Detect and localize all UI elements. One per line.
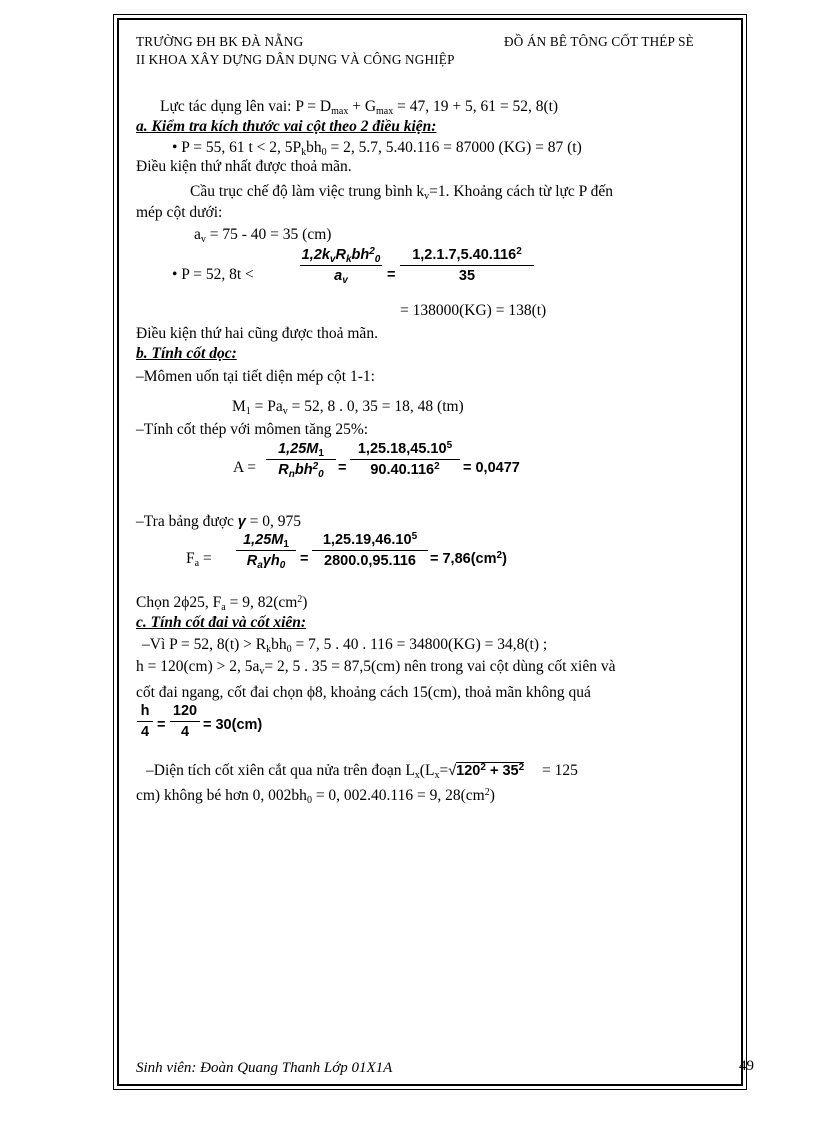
fraction-condition-2-symbolic: $1,2k_vR_kbh^2_0$ $a_v$ — [301, 246, 381, 286]
page-number: 49 — [739, 1058, 754, 1074]
header-project: ĐỒ ÁN BÊ TÔNG CỐT THÉP SÈ — [504, 34, 694, 49]
gamma-lookup: –Tra bảng được γ = 0, 975 — [136, 513, 302, 530]
column-edge-text: mép cột dưới: — [136, 204, 223, 221]
condition-2-result: = 138000(KG) = 138(t) — [400, 302, 547, 319]
equals-sign: = — [387, 267, 396, 283]
condition-2-satisfied: Điều kiện thứ hai cũng được thoả mãn. — [136, 325, 378, 342]
a-label: A = — [233, 459, 256, 476]
fa-result: = $7,86(cm^2)$ — [430, 550, 507, 567]
increased-moment-text: –Tính cốt thép với mômen tăng 25%: — [136, 421, 369, 438]
fraction-a-symbolic: $1,25M_1$ $R_nbh^2_0$ — [266, 441, 336, 478]
height-check: h = 120(cm) > 2, $5a_v= 2$, 5 . 35 = 87,5(cm) nên trong vai cột dùng cốt xiên và — [136, 658, 616, 677]
sqrt-expression: $√120^2 + 35^2$ — [448, 762, 525, 779]
force-on-bracket: Lực tác dụng lên vai: $P = D_{max} + G_{max} = 47$, 19 + 5, 61 = 52, 8(t) — [160, 98, 559, 117]
fraction-a-numeric: 1,25.18,45.10$^5$ 90.40.116$^2$ — [350, 441, 460, 478]
fraction-fa-numeric: 1,25.19,46.10$^5$ 2800.0,95.116 — [312, 532, 428, 569]
diagonal-bar-area-text: –Diện tích cốt xiên cắt qua nửa trên đoạn $L_x(L_x=√120^2 + 35^2 = 125$ — [146, 762, 578, 781]
av-value: $a_v = 75 - 40 = 35$ (cm) — [194, 226, 332, 245]
equals-sign: = — [157, 717, 166, 733]
crane-mode-text: Cầu trục chế độ làm việc trung bình $k_v=1$. Khoảng cách từ lực P đến — [190, 183, 613, 202]
section-b-heading: b. Tính cốt dọc: — [136, 345, 237, 362]
condition-1-check: • P = 55, 61 t < 2, $5P_kbh_0 = 2$, 5.7, 5.40.116 = 87000 (KG) = 87 (t) — [172, 139, 582, 158]
fraction-condition-2-numeric: 1,2.1.7,5.40.116$^2$ 35 — [400, 247, 534, 284]
spacing-result: = 30(cm) — [203, 717, 263, 733]
a-result: = 0,0477 — [463, 460, 520, 476]
moment-at-section: –Mômen uốn tại tiết diện mép cột 1-1: — [136, 368, 375, 385]
header-school: TRƯỜNG ĐH BK ĐÀ NẴNG — [136, 34, 304, 49]
moment-value: $M_1 = Pa_v = 52$, 8 . 0, 35 = 18, 48 (tm) — [232, 398, 464, 417]
shear-check: –Vì P = 52, $8(t) > R_kbh_0 = 7$, 5 . 40 . 116 = 34800(KG) = 34,8(t) ; — [142, 636, 548, 655]
section-a-heading: a. Kiểm tra kích thước vai cột theo 2 điều kiện: — [136, 118, 437, 135]
fraction-120-over-4: 120 4 — [170, 703, 200, 740]
section-c-heading: c. Tính cốt đai và cốt xiên: — [136, 614, 307, 631]
footer-student: Sinh viên: Đoàn Quang Thanh Lớp 01X1A — [136, 1060, 393, 1076]
fraction-h-over-4: h 4 — [137, 703, 153, 740]
header-faculty: II KHOA XÂY DỰNG DÂN DỤNG VÀ CÔNG NGHIỆP — [136, 52, 455, 67]
stirrup-text: cốt đai ngang, cốt đai chọn ϕ8, khoảng cách 15(cm), thoả mãn không quá — [136, 684, 591, 701]
condition-1-result: Điều kiện thứ nhất được thoả mãn. — [136, 158, 352, 175]
fraction-fa-symbolic: $1,25M_1$ $R_a\gamma h_0$ — [236, 532, 296, 569]
equals-sign: = — [300, 551, 309, 567]
equals-sign: = — [338, 460, 347, 476]
chosen-rebar: Chọn 2ϕ25, $F_a = 9$, $82(cm^2)$ — [136, 594, 308, 613]
condition-2-label: • P = 52, 8t < — [172, 266, 254, 283]
fa-label: $F_a$ = — [186, 550, 212, 569]
min-area-text: cm) không bé hơn 0, $002bh_0 = 0$, 002.40.116 = 9, $28(cm^2)$ — [136, 787, 495, 806]
